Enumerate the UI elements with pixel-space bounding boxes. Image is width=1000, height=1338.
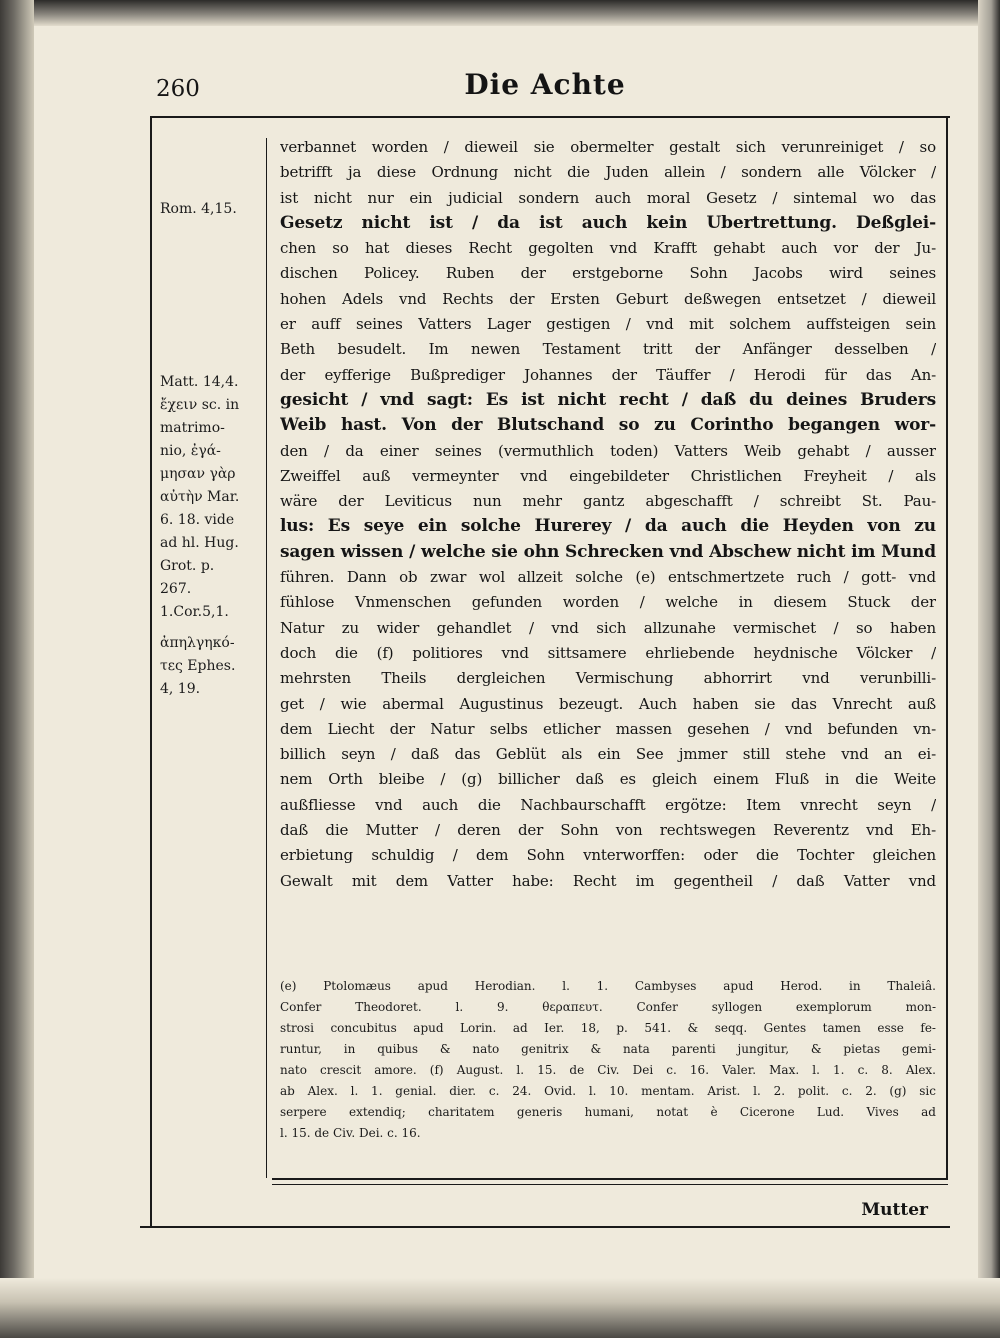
text-line: daß die Mutter / deren der Sohn von rechtswegen Reverentz vnd Eh- (280, 821, 936, 840)
text-line: führen. Dann ob zwar wol allzeit solche (e) entschmertzete ruch / gott- vnd (280, 568, 936, 587)
footnote-line: Confer Theodoret. l. 9. θεραπευτ. Confer syllogen exemplorum mon- (280, 1000, 936, 1014)
text-line: Gesetz nicht ist / da ist auch kein Ubertrettung. Deßglei- (280, 212, 936, 233)
footnote-line: serpere extendiq; charitatem generis humani, notat è Cicerone Lud. Vives ad (280, 1105, 936, 1119)
text-line: verbannet worden / dieweil sie obermelter gestalt sich verunreiniget / so (280, 138, 936, 156)
text-line: sagen wissen / welche sie ohn Schrecken vnd Abschew nicht im Mund (280, 541, 936, 562)
footnote-separator (272, 973, 273, 975)
text-line: billich seyn / daß das Geblüt als ein See jmmer still stehe vnd an ei- (280, 745, 936, 764)
text-line: Gewalt mit dem Vatter habe: Recht im gegentheil / daß Vatter vnd (280, 871, 936, 890)
footnote-line: ab Alex. l. 1. genial. dier. c. 24. Ovid. l. 10. mentam. Arist. l. 2. polit. c. 2. (g) sic (280, 1084, 936, 1098)
text-line: dischen Policey. Ruben der erstgeborne Sohn Jacobs wird seines (280, 264, 936, 283)
text-line: er auff seines Vatters Lager gestigen / vnd mit solchem auffsteigen sein (280, 315, 936, 334)
bottom-rule (140, 1226, 950, 1228)
footnote-line: l. 15. de Civ. Dei. c. 16. (280, 1126, 421, 1140)
text-line: Natur zu wider gehandlet / vnd sich allzunahe vermischet / so haben (280, 618, 936, 637)
footnote-end-rule-thin (272, 1184, 948, 1185)
text-line: mehrsten Theils dergleichen Vermischung abhorrirt vnd verunbilli- (280, 669, 936, 688)
margin-note: Rom. 4,15. (160, 201, 237, 217)
scan-right-edge (978, 0, 1000, 1338)
scan-bottom-edge (0, 1278, 1000, 1338)
text-line: fühlose Vnmenschen gefunden worden / welche in diesem Stuck der (280, 593, 936, 612)
running-head: Die Achte (464, 68, 626, 101)
text-line: erbietung schuldig / dem Sohn vnterworffen: oder die Tochter gleichen (280, 846, 936, 865)
header-rule (150, 116, 950, 118)
footnotes (280, 976, 936, 1144)
text-line: lus: Es seye ein solche Hurerey / da auch die Heyden von zu (280, 516, 936, 537)
text-line: wäre der Leviticus nun mehr gantz abgeschafft / schreibt St. Pau- (280, 492, 936, 511)
main-text (280, 135, 936, 894)
footnote-line: nato crescit amore. (f) August. l. 15. de Civ. Dei c. 16. Valer. Max. l. 1. c. 8. Alex. (280, 1063, 936, 1077)
text-line: hohen Adels vnd Rechts der Ersten Geburt deßwegen entsetzet / dieweil (280, 289, 936, 308)
page-number: 260 (156, 76, 200, 102)
page-header (150, 66, 940, 110)
text-line: chen so hat dieses Recht gegolten vnd Krafft gehabt auch vor der Ju- (280, 239, 936, 258)
text-line: dem Liecht der Natur selbs etlicher massen gesehen / vnd befunden vn- (280, 719, 936, 738)
margin-notes (160, 198, 265, 709)
scan-gutter-shadow (0, 0, 34, 1338)
footnote-line: runtur, in quibus & nato genitrix & nata parenti jungitur, & pietas gemi- (280, 1042, 936, 1056)
text-line: Beth besudelt. Im newen Testament tritt der Anfänger desselben / (280, 340, 936, 359)
scan-top-edge (0, 0, 1000, 26)
catchword: Mutter (861, 1200, 928, 1220)
text-line: der eyfferige Bußprediger Johannes der Täuffer / Herodi für das An- (280, 365, 936, 384)
text-column-left-rule (266, 138, 267, 1178)
margin-note: ἀπηλγηκό- τες Ephes. 4, 19. (160, 635, 236, 697)
text-line: betrifft ja diese Ordnung nicht die Juden allein / sondern alle Völcker / (280, 163, 936, 182)
text-line: gesicht / vnd sagt: Es ist nicht recht / daß du deines Bruders (280, 389, 936, 410)
text-line: Weib hast. Von der Blutschand so zu Corintho begangen wor- (280, 415, 936, 436)
margin-column-rule (150, 116, 152, 1226)
text-line: außfliesse vnd auch die Nachbaurschafft ergötze: Item vnrecht seyn / (280, 795, 936, 814)
text-line: ist nicht nur ein judicial sondern auch moral Gesetz / sintemal wo das (280, 188, 936, 207)
footnote-line: (e) Ptolomæus apud Herodian. l. 1. Cambyses apud Herod. in Thaleiâ. (280, 979, 936, 993)
text-line: Zweiffel auß vermeynter vnd eingebildeter Christlichen Freyheit / als (280, 466, 936, 485)
footnote-end-rule (272, 1178, 948, 1180)
text-line: get / wie abermal Augustinus bezeugt. Auch haben sie das Vnrecht auß (280, 694, 936, 713)
text-line: nem Orth bleibe / (g) billicher daß es gleich einem Fluß in die Weite (280, 770, 936, 789)
text-line: doch die (f) politiores vnd sittsamere ehrliebende heydnische Völcker / (280, 643, 936, 662)
footnote-line: strosi concubitus apud Lorin. ad Ier. 18, p. 541. & seqq. Gentes tamen esse fe- (280, 1021, 936, 1035)
margin-note: Matt. 14,4. ἔχειν sc. in matrimo- nio, ἐγά- μησαν γὰρ αὐτὴν Mar. 6. 18. vide ad hl. Hug. Grot. p. 267. 1.Cor.5,1. (160, 374, 240, 620)
text-line: den / da einer seines (vermuthlich toden) Vatters Weib gehabt / ausser (280, 441, 936, 460)
text-column-right-rule (946, 118, 948, 1180)
